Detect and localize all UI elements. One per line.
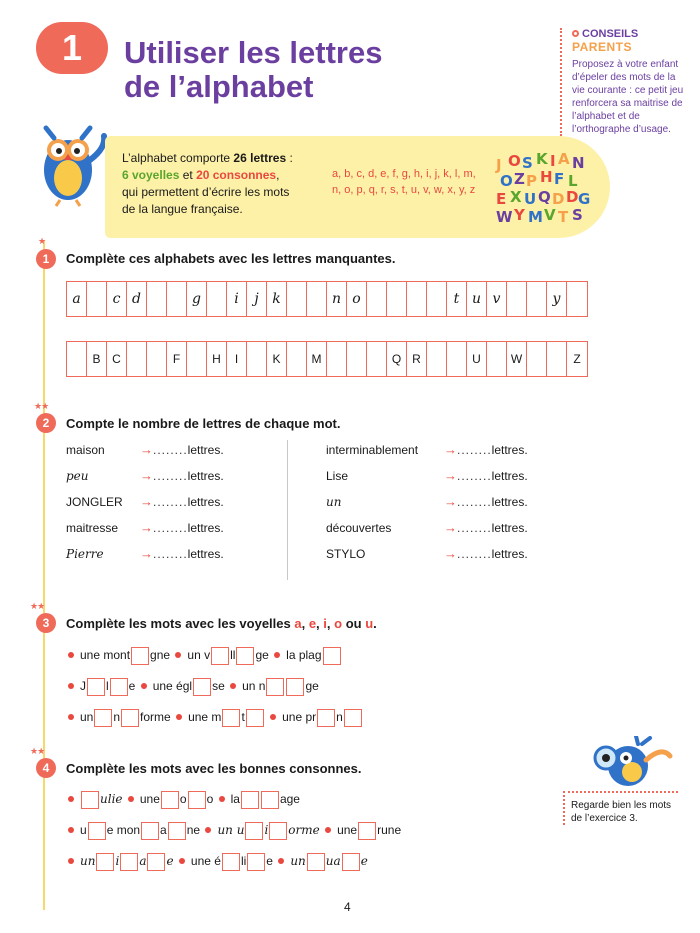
fill-row: u e mon a ne un u i orme une rune bbox=[66, 815, 401, 845]
letter-cell[interactable] bbox=[427, 282, 447, 316]
letter-cell: o bbox=[347, 282, 367, 316]
word: Pierre bbox=[66, 547, 104, 561]
letter-cell: Z bbox=[573, 352, 581, 366]
letter-cell: d bbox=[127, 282, 147, 316]
svg-text:D: D bbox=[552, 190, 565, 208]
letter-cell[interactable] bbox=[527, 342, 547, 376]
letter-box[interactable] bbox=[323, 647, 341, 665]
svg-text:K: K bbox=[536, 152, 548, 168]
answer-dots[interactable]: ........ bbox=[153, 547, 188, 561]
letter-box[interactable] bbox=[141, 822, 159, 840]
owl-magnifier-icon bbox=[592, 736, 676, 790]
letter-cell: v bbox=[487, 282, 507, 316]
word: maison bbox=[66, 443, 105, 457]
answer-dots[interactable]: ........ bbox=[153, 443, 188, 457]
letter-cell: g bbox=[187, 282, 207, 316]
bullet-icon bbox=[230, 683, 236, 689]
exercise-3-title: Complète les mots avec les voyelles a, e, i, o ou u. bbox=[66, 616, 377, 631]
letter-box[interactable] bbox=[81, 791, 99, 809]
letters-label: lettres. bbox=[491, 469, 528, 483]
arrow-right-icon: → bbox=[140, 520, 153, 535]
exercise-2-title: Compte le nombre de lettres de chaque mot. bbox=[66, 416, 341, 431]
letter-cell: R bbox=[407, 342, 427, 376]
letters-label: lettres. bbox=[491, 521, 528, 535]
arrow-right-icon: → bbox=[444, 520, 457, 535]
fill-row: ulie une o o la age bbox=[66, 784, 300, 814]
svg-text:N: N bbox=[572, 154, 585, 172]
margin-line bbox=[43, 240, 45, 910]
letter-cell: j bbox=[247, 282, 267, 316]
count-row bbox=[66, 437, 286, 463]
intro-text: L’alphabet comporte 26 lettres : 6 voyelles et 20 consonnes, qui permettent d’écrire les mots de la langue française. bbox=[122, 151, 293, 216]
exercise-4-number: 4 bbox=[36, 758, 56, 778]
letter-box[interactable] bbox=[120, 853, 138, 871]
svg-text:W: W bbox=[496, 208, 513, 226]
bullet-icon bbox=[325, 827, 331, 833]
bullet-icon bbox=[205, 827, 211, 833]
letter-cell[interactable] bbox=[187, 342, 207, 376]
count-list-right bbox=[326, 437, 586, 567]
bullet-icon bbox=[68, 858, 74, 864]
letter-cell: F bbox=[167, 342, 187, 376]
answer-dots[interactable]: ........ bbox=[457, 521, 492, 535]
letter-box[interactable] bbox=[87, 678, 105, 696]
count-row bbox=[66, 515, 286, 541]
letters-label: lettres. bbox=[491, 495, 528, 509]
svg-text:Y: Y bbox=[514, 206, 525, 224]
letter-cell: M bbox=[307, 342, 327, 376]
bullet-icon bbox=[572, 30, 579, 37]
letter-cell[interactable] bbox=[147, 282, 167, 316]
letter-box[interactable] bbox=[161, 791, 179, 809]
page-title bbox=[124, 36, 382, 104]
letter-box[interactable] bbox=[344, 709, 362, 727]
svg-text:I: I bbox=[550, 152, 556, 170]
letter-box[interactable] bbox=[317, 709, 335, 727]
svg-text:S: S bbox=[522, 154, 533, 172]
letter-cell[interactable] bbox=[127, 342, 147, 376]
letter-box[interactable] bbox=[269, 822, 287, 840]
exercise-3-number: 3 bbox=[36, 613, 56, 633]
letters-label: lettres. bbox=[491, 443, 528, 457]
letter-cell[interactable] bbox=[87, 282, 107, 316]
letter-box[interactable] bbox=[88, 822, 106, 840]
svg-text:D: D bbox=[566, 188, 579, 206]
chapter-badge: 1 bbox=[36, 22, 108, 74]
letter-box[interactable] bbox=[94, 709, 112, 727]
letter-box[interactable] bbox=[261, 791, 279, 809]
bullet-icon bbox=[219, 796, 225, 802]
letter-cell: k bbox=[267, 282, 287, 316]
tip-note: Regarde bien les mots de l’exercice 3. bbox=[563, 791, 678, 825]
bullet-icon bbox=[68, 796, 74, 802]
letter-cell[interactable] bbox=[507, 282, 527, 316]
letter-cell: K bbox=[267, 342, 287, 376]
star-icon: ★★ bbox=[30, 746, 45, 756]
word: un bbox=[326, 495, 342, 509]
arrow-right-icon: → bbox=[140, 442, 153, 457]
page-number: 4 bbox=[344, 900, 351, 914]
svg-text:A: A bbox=[558, 152, 570, 168]
letter-cell[interactable] bbox=[567, 282, 587, 316]
count-row bbox=[326, 489, 586, 515]
letter-cell: I bbox=[227, 342, 247, 376]
bullet-icon bbox=[274, 652, 280, 658]
alphabet-line-2: n, o, p, q, r, s, t, u, v, w, x, y, z bbox=[332, 184, 476, 196]
owl-mascot-icon bbox=[30, 118, 112, 208]
letter-cell: U bbox=[467, 342, 487, 376]
svg-text:E: E bbox=[496, 190, 507, 208]
answer-dots[interactable]: ........ bbox=[457, 547, 492, 561]
letter-box[interactable] bbox=[307, 853, 325, 871]
letter-cell[interactable] bbox=[447, 342, 467, 376]
svg-text:M: M bbox=[528, 208, 543, 226]
answer-dots[interactable]: ........ bbox=[153, 495, 188, 509]
star-icon: ★★ bbox=[30, 601, 45, 611]
letter-cell[interactable] bbox=[427, 342, 447, 376]
letter-box[interactable] bbox=[246, 709, 264, 727]
letter-cell[interactable] bbox=[287, 342, 307, 376]
bullet-icon bbox=[141, 683, 147, 689]
letter-box[interactable] bbox=[241, 791, 259, 809]
letter-box[interactable] bbox=[147, 853, 165, 871]
bullet-icon bbox=[68, 714, 74, 720]
count-row bbox=[66, 541, 286, 567]
answer-dots[interactable]: ........ bbox=[457, 469, 492, 483]
letter-box[interactable] bbox=[121, 709, 139, 727]
count-row bbox=[66, 463, 286, 489]
parents-tips bbox=[560, 28, 685, 136]
svg-text:Z: Z bbox=[514, 170, 525, 188]
svg-text:G: G bbox=[578, 190, 591, 208]
letter-box[interactable] bbox=[266, 678, 284, 696]
bullet-icon bbox=[179, 858, 185, 864]
page-title-line1: Utiliser les lettres bbox=[124, 35, 383, 70]
svg-text:P: P bbox=[526, 172, 537, 190]
bullet-icon bbox=[128, 796, 134, 802]
letter-cell: a bbox=[67, 282, 87, 316]
parents-tips-heading: CONSEILS PARENTS bbox=[572, 28, 639, 54]
letter-box[interactable] bbox=[188, 791, 206, 809]
letters-label: lettres. bbox=[187, 521, 224, 535]
star-icon: ★ bbox=[38, 236, 46, 246]
answer-dots[interactable]: ........ bbox=[457, 443, 492, 457]
letter-cell: n bbox=[327, 282, 347, 316]
letter-cell[interactable] bbox=[287, 282, 307, 316]
letter-cell[interactable] bbox=[367, 282, 387, 316]
exercise-1-title: Complète ces alphabets avec les lettres manquantes. bbox=[66, 251, 396, 266]
letters-label: lettres. bbox=[187, 443, 224, 457]
letter-box[interactable] bbox=[168, 822, 186, 840]
count-list-left bbox=[66, 437, 286, 567]
fill-row: J l e une égl se un n ge bbox=[66, 671, 319, 701]
svg-text:O: O bbox=[508, 152, 521, 170]
letter-box[interactable] bbox=[286, 678, 304, 696]
letter-cell[interactable] bbox=[207, 282, 227, 316]
bullet-icon bbox=[68, 827, 74, 833]
letter-cell[interactable] bbox=[527, 282, 547, 316]
letter-cell[interactable] bbox=[67, 342, 87, 376]
alphabet-grid-uppercase bbox=[66, 341, 588, 377]
alphabet-list bbox=[332, 166, 476, 198]
column-divider bbox=[287, 440, 288, 580]
letter-cell: t bbox=[447, 282, 467, 316]
letter-cell: Q bbox=[387, 342, 407, 376]
letter-box[interactable] bbox=[131, 647, 149, 665]
count-row bbox=[326, 463, 586, 489]
word: Lise bbox=[326, 469, 349, 483]
letter-cell: i bbox=[227, 282, 247, 316]
letter-cloud-icon bbox=[492, 152, 592, 232]
letter-cell[interactable] bbox=[367, 342, 387, 376]
count-row bbox=[326, 437, 586, 463]
word: découvertes bbox=[326, 521, 392, 535]
answer-dots[interactable]: ........ bbox=[153, 469, 188, 483]
svg-text:X: X bbox=[510, 188, 522, 206]
word: maitresse bbox=[66, 521, 119, 535]
letter-box[interactable] bbox=[222, 853, 240, 871]
arrow-right-icon: → bbox=[444, 546, 457, 561]
letter-cell[interactable] bbox=[167, 282, 187, 316]
letter-cell[interactable] bbox=[407, 282, 427, 316]
arrow-right-icon: → bbox=[140, 494, 153, 509]
letter-box[interactable] bbox=[342, 853, 360, 871]
letters-label: lettres. bbox=[187, 495, 224, 509]
star-icon: ★★ bbox=[34, 401, 49, 411]
letter-box[interactable] bbox=[96, 853, 114, 871]
bullet-icon bbox=[68, 652, 74, 658]
letters-label: lettres. bbox=[187, 469, 224, 483]
letter-cell[interactable] bbox=[387, 282, 407, 316]
arrow-right-icon: → bbox=[444, 468, 457, 483]
letter-cell[interactable] bbox=[487, 342, 507, 376]
letter-cell[interactable] bbox=[307, 282, 327, 316]
answer-dots[interactable]: ........ bbox=[457, 495, 492, 509]
svg-text:F: F bbox=[554, 170, 565, 188]
letter-box[interactable] bbox=[222, 709, 240, 727]
exercise-1-number: 1 bbox=[36, 249, 56, 269]
alphabet-grid-lowercase bbox=[66, 281, 588, 317]
letter-cell[interactable] bbox=[347, 342, 367, 376]
parents-tips-text: Proposez à votre enfant d’épeler des mots de la vie courante : ce petit jeu renforcera sa maitrise de l’alphabet et de l’orthographe d’usage. bbox=[572, 59, 684, 135]
page-title-line2: de l’alphabet bbox=[124, 69, 314, 104]
fill-row: un n forme une m t une pr n bbox=[66, 702, 363, 732]
answer-dots[interactable]: ........ bbox=[153, 521, 188, 535]
svg-text:S: S bbox=[572, 206, 583, 224]
letter-box[interactable] bbox=[193, 678, 211, 696]
exercise-4-title: Complète les mots avec les bonnes consonnes. bbox=[66, 761, 362, 776]
arrow-right-icon: → bbox=[140, 468, 153, 483]
word: interminablement bbox=[326, 443, 419, 457]
fill-row: un i a e une é li e un ua e bbox=[66, 846, 368, 876]
letter-cell[interactable] bbox=[547, 342, 567, 376]
svg-text:H: H bbox=[540, 168, 553, 186]
svg-text:T: T bbox=[558, 208, 569, 226]
bullet-icon bbox=[176, 714, 182, 720]
count-row bbox=[326, 515, 586, 541]
letter-cell: y bbox=[547, 282, 567, 316]
letter-box[interactable] bbox=[211, 647, 229, 665]
letter-cell: H bbox=[207, 342, 227, 376]
count-row bbox=[326, 541, 586, 567]
svg-text:L: L bbox=[568, 172, 578, 190]
svg-text:O: O bbox=[500, 172, 513, 190]
letter-cell: W bbox=[507, 342, 527, 376]
fill-row: une mont gne un v ll ge la plag bbox=[66, 640, 342, 670]
letter-box[interactable] bbox=[247, 853, 265, 871]
bullet-icon bbox=[278, 858, 284, 864]
letter-cell[interactable] bbox=[247, 342, 267, 376]
svg-text:Q: Q bbox=[538, 188, 551, 206]
bullet-icon bbox=[270, 714, 276, 720]
arrow-right-icon: → bbox=[140, 546, 153, 561]
letter-cell: C bbox=[107, 342, 127, 376]
word: STYLO bbox=[326, 547, 366, 561]
bullet-icon bbox=[175, 652, 181, 658]
bullet-icon bbox=[68, 683, 74, 689]
letter-box[interactable] bbox=[110, 678, 128, 696]
alphabet-line-1: a, b, c, d, e, f, g, h, i, j, k, l, m, bbox=[332, 168, 476, 180]
letters-label: lettres. bbox=[491, 547, 528, 561]
letter-box[interactable] bbox=[236, 647, 254, 665]
letter-cell[interactable] bbox=[327, 342, 347, 376]
count-row bbox=[66, 489, 286, 515]
letter-box[interactable] bbox=[358, 822, 376, 840]
svg-text:V: V bbox=[544, 206, 556, 224]
arrow-right-icon: → bbox=[444, 494, 457, 509]
letter-box[interactable] bbox=[245, 822, 263, 840]
svg-text:U: U bbox=[524, 190, 537, 208]
exercise-2-number: 2 bbox=[36, 413, 56, 433]
letter-cell: B bbox=[87, 342, 107, 376]
word: JONGLER bbox=[66, 495, 123, 509]
svg-text:J: J bbox=[496, 156, 502, 174]
letter-cell: c bbox=[107, 282, 127, 316]
letter-cell[interactable] bbox=[147, 342, 167, 376]
arrow-right-icon: → bbox=[444, 442, 457, 457]
word: peu bbox=[66, 469, 89, 483]
letter-cell: u bbox=[467, 282, 487, 316]
letters-label: lettres. bbox=[187, 547, 224, 561]
